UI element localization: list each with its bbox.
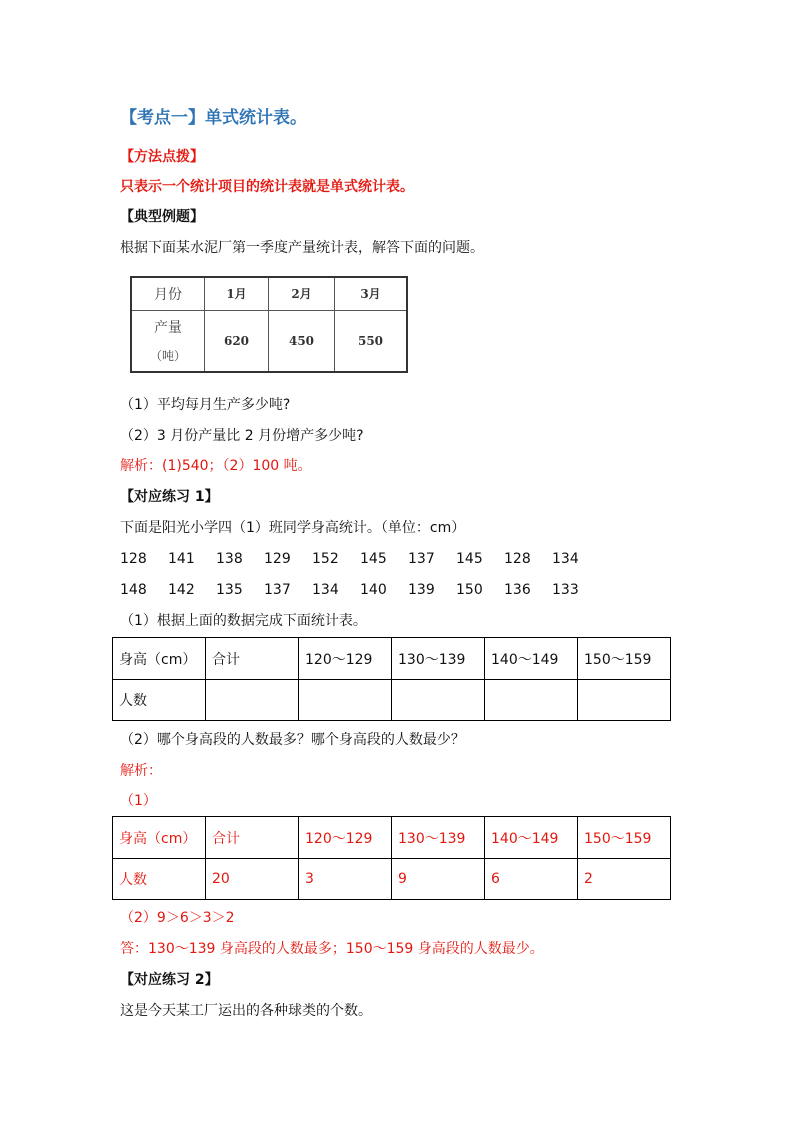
height-value: 152 xyxy=(312,551,339,567)
practice1-text: 下面是阳光小学四（1）班同学身高统计。（单位：cm） xyxy=(120,520,466,536)
example-text: 根据下面某水泥厂第一季度产量统计表，解答下面的问题。 xyxy=(120,240,484,256)
practice1-label: 【对应练习 1】 xyxy=(120,489,219,505)
blank-cell[interactable] xyxy=(392,680,485,721)
value-feb: 450 xyxy=(269,310,335,372)
section-heading: 【考点一】单式统计表。 xyxy=(120,108,307,128)
header-jan: 1月 xyxy=(205,277,269,310)
count-total: 20 xyxy=(206,859,299,900)
example-label: 【典型例题】 xyxy=(120,209,204,225)
row-label-count: 人数 xyxy=(113,859,206,900)
header-height: 身高（cm） xyxy=(113,817,206,859)
height-value: 134 xyxy=(312,582,339,598)
header-range-120: 120～129 xyxy=(299,638,392,680)
header-range-120: 120～129 xyxy=(299,817,392,859)
blank-cell[interactable] xyxy=(485,680,578,721)
height-value: 128 xyxy=(120,551,147,567)
header-range-130: 130～139 xyxy=(392,817,485,859)
height-value: 145 xyxy=(360,551,387,567)
question-1: （1）平均每月生产多少吨? xyxy=(120,397,291,413)
count-140: 6 xyxy=(485,859,578,900)
header-mar: 3月 xyxy=(335,277,408,310)
practice1-question-1: （1）根据上面的数据完成下面统计表。 xyxy=(120,613,367,629)
height-value: 128 xyxy=(504,551,531,567)
practice2-text: 这是今天某工厂运出的各种球类的个数。 xyxy=(120,1003,372,1019)
header-range-140: 140～149 xyxy=(485,817,578,859)
value-jan: 620 xyxy=(205,310,269,372)
height-value: 148 xyxy=(120,582,147,598)
header-total: 合计 xyxy=(206,817,299,859)
header-total: 合计 xyxy=(206,638,299,680)
practice2-label: 【对应练习 2】 xyxy=(120,972,219,988)
count-150: 2 xyxy=(578,859,671,900)
header-range-150: 150～159 xyxy=(578,638,671,680)
analysis-label: 解析： xyxy=(120,763,162,779)
header-range-140: 140～149 xyxy=(485,638,578,680)
row-label-line2: （吨） xyxy=(149,349,186,364)
blank-cell[interactable] xyxy=(206,680,299,721)
height-value: 138 xyxy=(216,551,243,567)
height-value: 133 xyxy=(552,582,579,598)
height-value: 150 xyxy=(456,582,483,598)
question-2: （2）3 月份产量比 2 月份增产多少吨? xyxy=(120,428,364,444)
height-table-answer xyxy=(112,816,671,900)
method-text: 只表示一个统计项目的统计表就是单式统计表。 xyxy=(120,179,414,195)
height-value: 136 xyxy=(504,582,531,598)
height-value: 135 xyxy=(216,582,243,598)
height-value: 139 xyxy=(408,582,435,598)
count-130: 9 xyxy=(392,859,485,900)
row-label-line1: 产量 xyxy=(154,320,182,337)
value-mar: 550 xyxy=(335,310,408,372)
row-label-output xyxy=(131,310,205,372)
header-height: 身高（cm） xyxy=(113,638,206,680)
practice1-question-2: （2）哪个身高段的人数最多？哪个身高段的人数最少？ xyxy=(120,732,465,748)
row-label-count: 人数 xyxy=(113,680,206,721)
height-value: 141 xyxy=(168,551,195,567)
analysis-part-2: （2）9＞6＞3＞2 xyxy=(120,910,235,926)
method-label: 【方法点拨】 xyxy=(120,149,204,165)
height-value: 137 xyxy=(264,582,291,598)
height-value: 134 xyxy=(552,551,579,567)
blank-cell[interactable] xyxy=(299,680,392,721)
header-month: 月份 xyxy=(131,277,205,310)
production-table xyxy=(130,276,408,373)
height-value: 137 xyxy=(408,551,435,567)
analysis-answer: 答：130～139 身高段的人数最多；150～159 身高段的人数最少。 xyxy=(120,941,544,957)
blank-cell[interactable] xyxy=(578,680,671,721)
height-table-blank xyxy=(112,637,671,721)
height-value: 140 xyxy=(360,582,387,598)
height-value: 142 xyxy=(168,582,195,598)
header-range-130: 130～139 xyxy=(392,638,485,680)
answer-1: 解析：(1)540；（2）100 吨。 xyxy=(120,458,312,474)
height-value: 145 xyxy=(456,551,483,567)
header-feb: 2月 xyxy=(269,277,335,310)
height-value: 129 xyxy=(264,551,291,567)
analysis-part-1: （1） xyxy=(120,793,157,809)
count-120: 3 xyxy=(299,859,392,900)
header-range-150: 150～159 xyxy=(578,817,671,859)
